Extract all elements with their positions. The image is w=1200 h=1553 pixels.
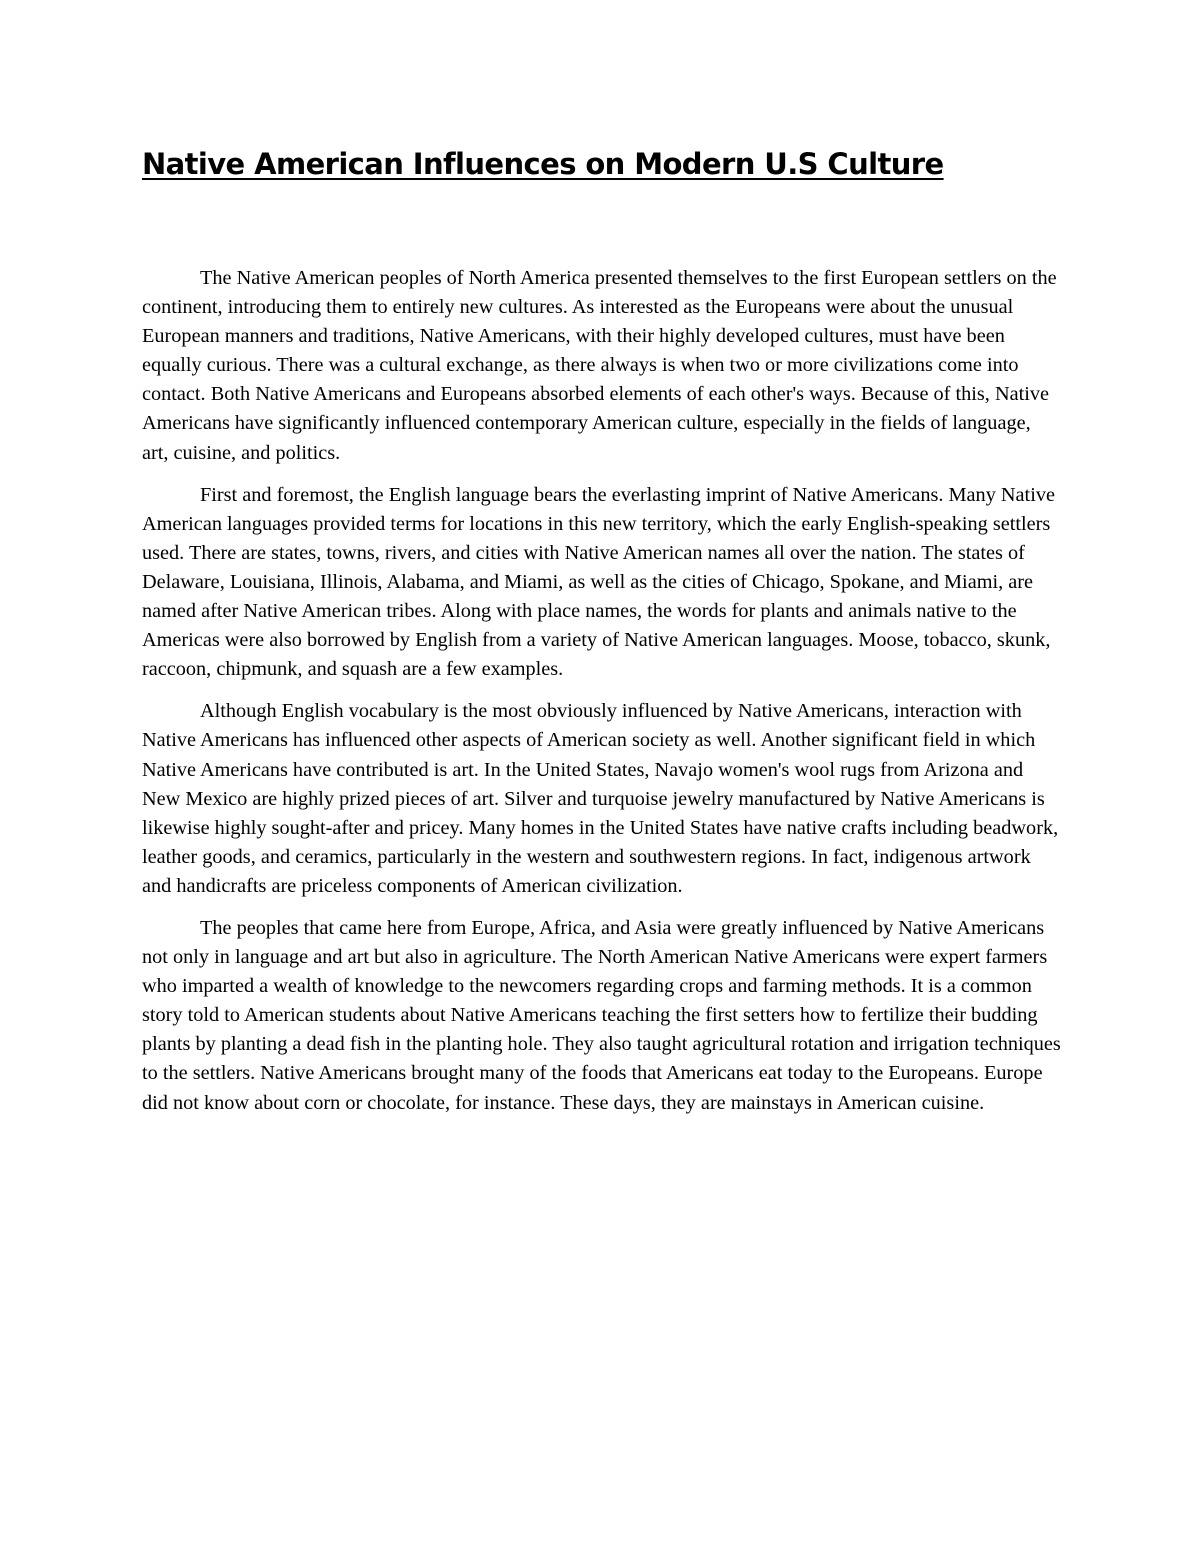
paragraph-art: Although English vocabulary is the most obviously influenced by Native Americans, interaction with Native Americans has influenced other aspects of American society as well. Another significant field in which Native Americans have contributed is art. In the United States, Navajo women's wool rugs from Arizona and New Mexico are highly prized pieces of art. Silver and turquoise jewelry manufactured by Native Americans is likewise highly sought-after and pricey. Many homes in the United States have native crafts including beadwork, leather goods, and ceramics, particularly in the western and southwestern regions. In fact, indigenous artwork and handicrafts are priceless components of American civilization. (142, 700, 1059, 897)
document-title: Native American Influences on Modern U.S Culture (142, 147, 944, 181)
paragraph-language: First and foremost, the English language bears the everlasting imprint of Native Americans. Many Native American languages provided terms for locations in this new territory, which the early English-speaking settlers used. There are states, towns, rivers, and cities with Native American names all over the nation. The states of Delaware, Louisiana, Illinois, Alabama, and Miami, as well as the cities of Chicago, Spokane, and Miami, are named after Native American tribes. Along with place names, the words for plants and animals native to the Americas were also borrowed by English from a variety of Native American languages. Moose, tobacco, skunk, raccoon, chipmunk, and squash are a few examples. (142, 483, 1055, 681)
document-body (142, 264, 1062, 1131)
paragraph-introduction: The Native American peoples of North America presented themselves to the first European settlers on the continent, introducing them to entirely new cultures. As interested as the Europeans were about the unusual European manners and traditions, Native Americans, with their highly developed cultures, must have been equally curious. There was a cultural exchange, as there always is when two or more civilizations come into contact. Both Native Americans and Europeans absorbed elements of each other's ways. Because of this, Native Americans have significantly influenced contemporary American culture, especially in the fields of language, art, cuisine, and politics. (142, 267, 1057, 464)
paragraph-agriculture: The peoples that came here from Europe, Africa, and Asia were greatly influenced by Native Americans not only in language and art but also in agriculture. The North American Native Americans were expert farmers who imparted a wealth of knowledge to the newcomers regarding crops and farming methods. It is a common story told to American students about Native Americans teaching the first setters how to fertilize their budding plants by planting a dead fish in the planting hole. They also taught agricultural rotation and irrigation techniques to the settlers. Native Americans brought many of the foods that Americans eat today to the Europeans. Europe did not know about corn or chocolate, for instance. These days, they are mainstays in American cuisine. (142, 916, 1061, 1114)
